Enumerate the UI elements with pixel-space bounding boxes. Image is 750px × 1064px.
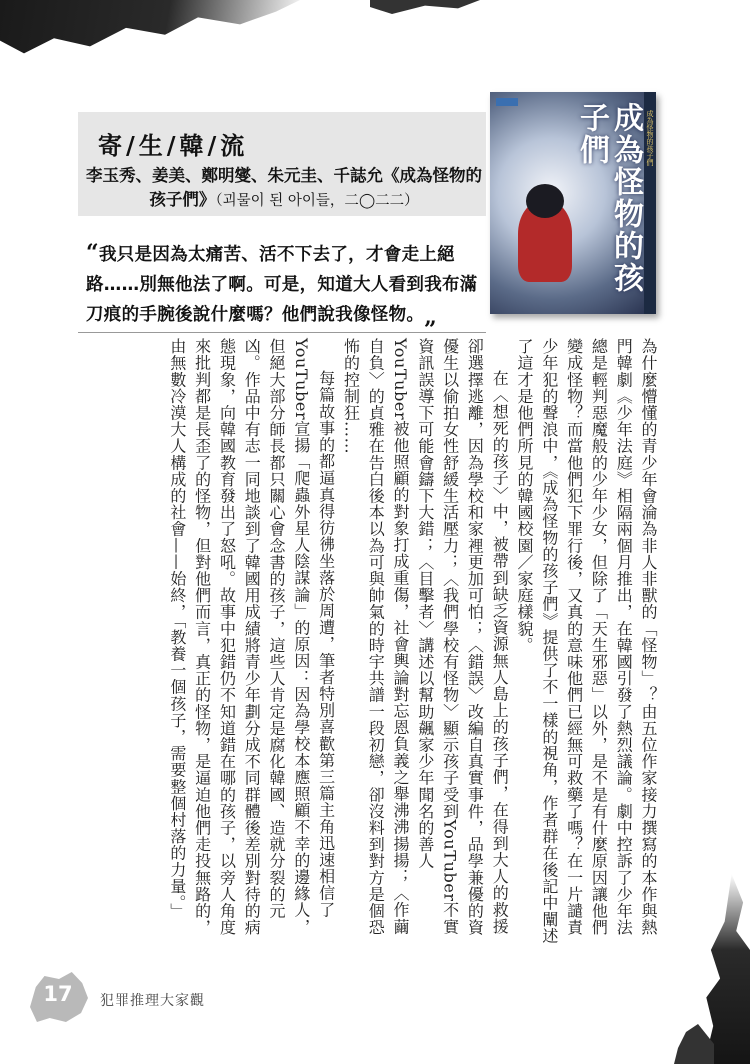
- body-paragraph: 為什麼懵懂的青少年會淪為非人非獸的「怪物」？由五位作家接力撰寫的本作與熱門韓劇《少年法庭》相隔兩個月推出，在韓國引發了熱烈議論。劇中控訴了少年法總是輕判惡魔般的少年少女，但除了「天生邪惡」以外，是不是有什麼原因讓他們變成怪物？而當他們犯下罪行後，又真的意味他們已經無可救藥了嗎？在一片譴責少年犯的聲浪中，《成為怪物的孩子們》提供了不一樣的視角，作者群在後記中闡述了這才是他們所見的韓國校園／家庭樣貌。: [515, 338, 658, 945]
- ink-splash-decoration: [0, 0, 300, 58]
- body-paragraph: 在〈想死的孩子〉中，被帶到缺乏資源無人島上的孩子們，在得到大人的救援卻選擇逃離，因為學校和家裡更加可怕；〈錯誤〉改編自真實事件，品學兼優的資優生以偷拍女性舒緩生活壓力；〈我們學校有怪物〉顯示孩子受到YouTuber不實資訊誤導下可能會鑄下大錯；〈目擊者〉講述以幫助飆家少年聞名的善人YouTuber被他照顧的對象打成重傷，社會輿論對忘恩負義之舉沸沸揚揚；〈作繭自負〉的貞雅在告白後本以為可與帥氣的時宇共譜一段初戀，卻沒料到對方是個恐怖的控制狂……: [341, 338, 510, 936]
- pull-quote: [86, 238, 478, 332]
- quote-open-mark: “: [86, 240, 99, 266]
- ink-splash-decoration: [674, 1024, 714, 1064]
- review-header: [78, 112, 486, 216]
- article-body: [70, 338, 660, 950]
- section-title: 寄/生/韓/流: [98, 131, 249, 160]
- publisher-logo: [496, 98, 518, 106]
- section-divider: [78, 332, 486, 333]
- book-cover-image: [490, 92, 656, 314]
- book-spine-title: 成為怪物的孩子們: [646, 110, 654, 166]
- magazine-name: 犯罪推理大家觀: [100, 993, 205, 1009]
- quote-close-mark: „: [424, 304, 438, 330]
- book-cover-title: 成為怪物的孩子們: [574, 102, 643, 294]
- ink-splash-decoration: [370, 0, 480, 14]
- quote-text: 我只是因為太痛苦、活不下去了，才會走上絕路……別無他法了啊。可是，知道大人看到我布滿刀痕的手腕後說什麼嗎？他們說我像怪物。: [86, 245, 478, 325]
- book-credit-authors: 李玉秀、姜美、鄭明燮、朱元圭、千誌允《成為怪物的孩子們》: [86, 166, 482, 209]
- cover-figure-head: [526, 184, 564, 218]
- book-credit-original: （괴물이 된 아이들，二◯二二）: [215, 193, 419, 209]
- body-paragraph: 每篇故事的都逼真得彷彿坐落於周遭，筆者特別喜歡第三篇主角迅速相信了YouTuber宣揚「爬蟲外星人陰謀論」的原因：因為學校本應照顧不幸的邊緣人，但絕大部分師長都只關心會念書的孩子，這些人肯定是腐化韓國、造就分裂的元凶。作品中有志一同地談到了韓國用成績將青少年劃分成不同群體後差別對待的病態現象，向韓國教育發出了怒吼。故事中犯錯仍不知道錯在哪的孩子，以旁人角度來批判都是長歪了的怪物，但對他們而言，真正的怪物，是逼迫他們走投無路的，由無數冷漠大人構成的社會——始終，「教養一個孩子，需要整個村落的力量。」: [167, 338, 336, 936]
- ink-splash-decoration: [704, 874, 750, 1064]
- book-credit: [86, 164, 482, 213]
- page-number: 17: [43, 982, 73, 1006]
